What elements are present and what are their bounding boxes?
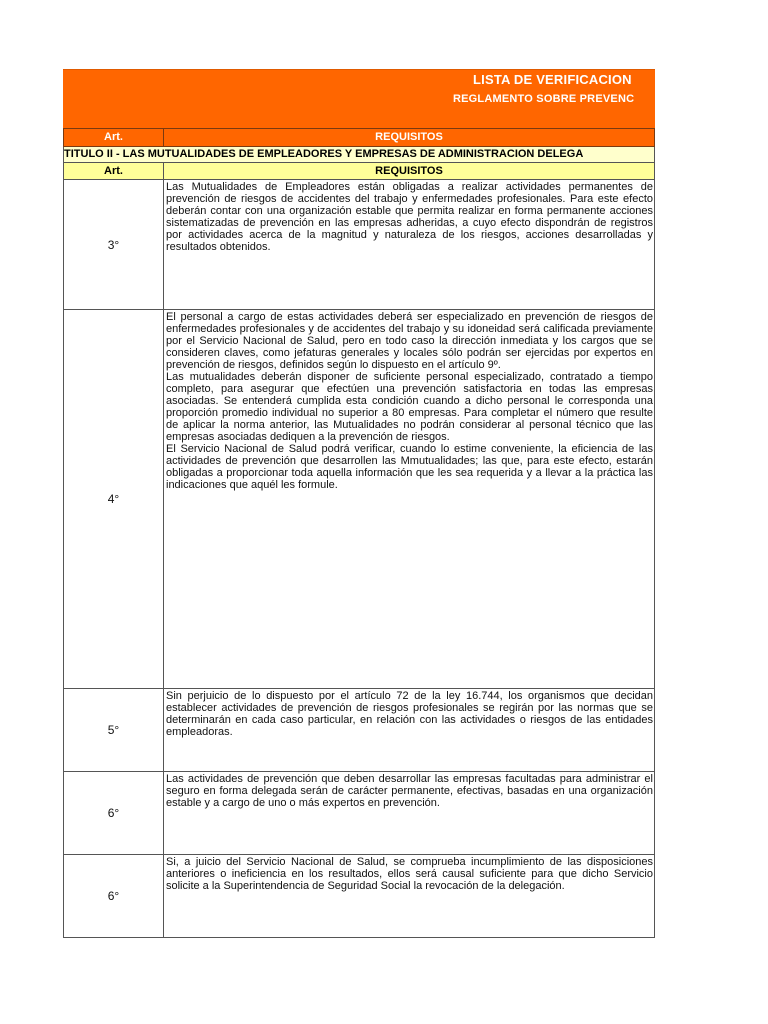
requirement-paragraph: Las Mutualidades de Empleadores están obligadas a realizar actividades permanentes de prevención de riesgos de accidentes del trabajo y enfermedades profesionales. Para este efecto deberán contar con una organización estable que permita realizar en forma permanente acciones sistematizadas de prevención en las empresas adheridas, a cuyo efecto dispondrán de registros por actividades acerca de la magnitud y naturaleza de los riesgos, acciones desarrolladas y resultados obtenidos. [166, 181, 653, 253]
header-row-orange [64, 129, 655, 147]
table-row [64, 855, 655, 938]
article-number: 5° [64, 689, 164, 772]
titulo-text: TITULO II - LAS MUTUALIDADES DE EMPLEADORES Y EMPRESAS DE ADMINISTRACION DELEGA [64, 147, 655, 163]
requirement-paragraph: El personal a cargo de estas actividades deberá ser especializado en prevención de riesgos de enfermedades profesionales y de accidentes del trabajo y su idoneidad será calificada previamente por el Servicio Nacional de Salud, pero en todo caso la dirección inmediata y los cargos que se consideren claves, como jefaturas generales y locales sólo podrán ser ejercidas por expertos en prevención de riesgos, definidos según lo dispuesto en el artículo 9º. [166, 311, 653, 371]
requirement-text [164, 180, 655, 310]
requirement-text [164, 689, 655, 772]
requirement-paragraph: Si, a juicio del Servicio Nacional de Salud, se comprueba incumplimiento de las disposiciones anteriores o ineficiencia en los resultados, ellos será causal suficiente para que dicho Servicio solicite a la Superintendencia de Seguridad Social la revocación de la delegación. [166, 856, 653, 892]
title-banner [63, 69, 655, 128]
titulo-row [64, 147, 655, 163]
header-requisitos: REQUISITOS [164, 163, 655, 180]
requirement-paragraph: Las mutualidades deberán disponer de suficiente personal especializado, contratado a tiempo completo, para asegurar que efectúen una prevención satisfactoria en todas las empresas asociadas. Se entenderá cumplida esta condición cuando a dicho personal le corresponda una proporción promedio individual no superior a 80 empresas. Para completar el número que resulte de aplicar la norma anterior, las Mutualidades no podrán considerar al personal técnico que las empresas asociadas dediquen a la prevención de riesgos. [166, 371, 653, 443]
article-number: 3° [64, 180, 164, 310]
banner-subtitle: REGLAMENTO SOBRE PREVENC [453, 93, 635, 105]
requirement-text [164, 772, 655, 855]
requirement-paragraph: Las actividades de prevención que deben desarrollar las empresas facultadas para administrar el seguro en forma delegada serán de carácter permanente, efectivas, basadas en una organización estable y a cargo de uno o más expertos en prevención. [166, 773, 653, 809]
header-art: Art. [64, 163, 164, 180]
table-row [64, 689, 655, 772]
requirement-paragraph: Sin perjuicio de lo dispuesto por el artículo 72 de la ley 16.744, los organismos que decidan establecer actividades de prevención de riesgos profesionales se regirán por las normas que se determinarán en cada caso particular, en relación con las actividades o riesgos de las entidades empleadoras. [166, 690, 653, 738]
checklist-sheet [63, 69, 655, 938]
requirements-table [63, 128, 655, 938]
table-row [64, 310, 655, 689]
header-requisitos: REQUISITOS [164, 129, 655, 147]
requirement-paragraph: El Servicio Nacional de Salud podrá verificar, cuando lo estime conveniente, la eficiencia de las actividades de prevención que desarrollen las Mmutualidades; las que, para este efecto, estarán obligadas a proporcionar toda aquella información que les sea requerida y a llevar a la práctica las indicaciones que aquél les formule. [166, 443, 653, 491]
article-number: 6° [64, 772, 164, 855]
table-row [64, 772, 655, 855]
banner-title: LISTA DE VERIFICACION [473, 72, 632, 87]
article-number: 6° [64, 855, 164, 938]
table-row [64, 180, 655, 310]
header-art: Art. [64, 129, 164, 147]
requirement-text [164, 310, 655, 689]
header-row-yellow [64, 163, 655, 180]
article-number: 4° [64, 310, 164, 689]
requirement-text [164, 855, 655, 938]
